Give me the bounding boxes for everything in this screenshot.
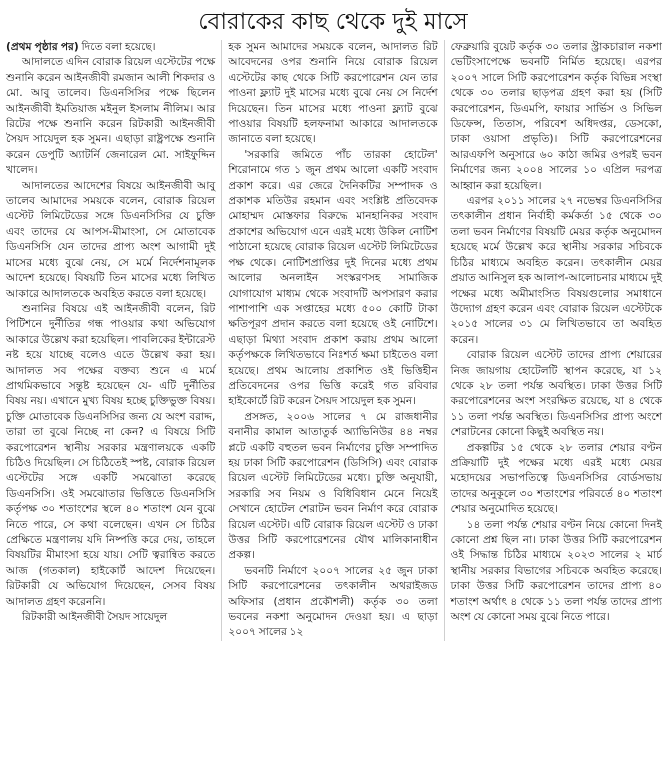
article-column-1: [6, 40, 215, 625]
article-column-3: [451, 40, 662, 625]
paragraph: ভবনটি নির্মাণে ২০০৭ সালের ২৫ জুন ঢাকা সিটি করপোরেশনের তৎকালীন অথরাইজড অফিসার (প্রধান প্রকৌশলী) কর্তৃক ৩০ তলা ভবনের নকশা অনুমোদন দেওয়া হয়। এ ছাড়া ২০০৭ সালের ১২: [228, 564, 438, 639]
paragraph: ফেব্রুয়ারি বুয়েট কর্তৃক ৩০ তলার স্ট্রাকচারাল নকশা ভেটিংসাপেক্ষে ভবনটি নির্মিত হয়েছে। এরপর ২০০৭ সালে সিটি করপোরেশন কর্তৃক বিভিন্ন সংস্থা থেকে ৩০ তলার ছাড়পত্র গ্রহণ করা হয় (সিটি করপোরেশন, ডিএমপি, ফায়ার সার্ভিস ও সিভিল ডিফেন্স, তিতাস, পরিবেশ অধিদপ্তর, ডেসকো, ঢাকা ওয়াসা প্রভৃতি)। সিটি করপোরেশনের আরএফপি অনুসারে ৬০ কাঠা জমির ওপরই ভবন নির্মাণের জন্য ২০০৪ সালের ১০ এপ্রিল দরপত্র আহ্বান করা হয়েছিল।: [450, 41, 662, 192]
article-column-2: [228, 40, 437, 641]
paragraph: 'সরকারি জমিতে পাঁচ তারকা হোটেল' শিরোনামে গত ১ জুন প্রথম আলো একটি সংবাদ প্রকাশ করে। এর জেরে দৈনিকটির সম্পাদক ও প্রকাশক মতিউর রহমান এবং সংশ্লিষ্ট প্রতিবেদক মোহাম্মদ মোস্তফার বিরুদ্ধে মানহানিকর সংবাদ প্রকাশের অভিযোগ এনে এরই মধ্যে উকিল নোটিশ পাঠানো হয়েছে বোরাক রিয়েল এস্টেট লিমিটেডের পক্ষ থেকে। নোটিশপ্রাপ্তির দুই দিনের মধ্যে প্রথম আলোর অনলাইন সংস্করণসহ সামাজিক যোগাযোগ মাধ্যম থেকে সংবাদটি অপসারণ করার পাশাপাশি এক সপ্তাহের মধ্যে ৫০০ কোটি টাকা ক্ষতিপূরণ প্রদান করতে বলা হয়েছে ওই নোটিশে। এছাড়া মিথ্যা সংবাদ প্রকাশ করায় প্রথম আলো কর্তৃপক্ষকে লিখিতভাবে নিঃশর্ত ক্ষমা চাইতেও বলা হয়েছে। প্রথম আলোয় প্রকাশিত ওই ভিত্তিহীন প্রতিবেদনের ওপর ভিত্তি করেই গত রবিবার হাইকোর্টে রিট করেন সৈয়দ সায়েদুল হক সুমন।: [228, 148, 438, 408]
paragraph: এরপর ২০১১ সালের ২৭ নভেম্বর ডিএনসিসির তৎকালীন প্রধান নির্বাহী কর্মকর্তা ১৫ থেকে ৩০ তলা ভবন নির্মাণের বিষয়টি মেয়র কর্তৃক অনুমোদন হয়েছে মর্মে উল্লেখ করে স্থানীয় সরকার সচিবকে চিঠির মাধ্যমে অবহিত করেন। তৎকালীন মেয়র প্রয়াত আনিসুল হক আলাপ-আলোচনার মাধ্যমে দুই পক্ষের মধ্যে অমীমাংসিত বিষয়গুলোর সমাধানে উদ্যোগ গ্রহণ করেন এবং বোরাক রিয়েল এস্টেটকে ২০১৫ সালের ৩১ মে লিখিতভাবে তা অবহিত করেন।: [450, 195, 662, 346]
paragraph: প্রকল্পটির ১৫ থেকে ২৮ তলার শেয়ার বণ্টন প্রক্রিয়াটি দুই পক্ষের মধ্যে এরই মধ্যে মেয়র মহোদয়ের সভাপতিত্বে ডিএনসিসির বোর্ডসভায় তাদের অনুকূলে ৩০ শতাংশের পরিবর্তে ৪০ শতাংশ শেয়ার অনুমোদিত হয়েছে।: [450, 441, 662, 516]
column-divider: [221, 40, 222, 641]
paragraph: [6, 40, 215, 55]
paragraph: আদালতের আদেশের বিষয়ে আইনজীবী আবু তালেব আমাদের সময়কে বলেন, বোরাক রিয়েল এস্টেট লিমিটেডের সঙ্গে ডিএনসিসির যে চুক্তি এবং তাদের যে আপস-মীমাংসা, সে মোতাবেক ডিএনসিসি যেন তাদের প্রাপ্য অংশ আগামী দুই মাসের মধ্যে বুঝে নেয়, সে মর্মে নির্দেশনামূলক আদেশ হয়েছে। বিষয়টি তিন মাসের মধ্যে লিখিত আকারে আদালতকে অবহিত করতে বলা হয়েছে।: [6, 179, 216, 300]
paragraph: বোরাক রিয়েল এস্টেট তাদের প্রাপ্য শেয়ারের নিজ জায়গায় হোটেলটি স্থাপন করেছে, যা ১২ থেকে ২৮ তলা পর্যন্ত অবস্থিত। ঢাকা উত্তর সিটি করপোরেশনের অংশ সংরক্ষিত রয়েছে, যা ৪ থেকে ১১ তলা পর্যন্ত অবস্থিত। ডিএনসিসির প্রাপ্য অংশে শেরাটনের কোনো কিছুই অবস্থিত নয়।: [450, 349, 662, 439]
paragraph: ১৪ তলা পর্যন্ত শেয়ার বণ্টন নিয়ে কোনো দিনই কোনো প্রশ্ন ছিল না। ঢাকা উত্তর সিটি করপোরেশন ওই সিদ্ধান্ত চিঠির মাধ্যমে ২০২৩ সালের ২ মার্চ স্থানীয় সরকার বিভাগের সচিবকে অবহিত করেছে। ঢাকা উত্তর সিটি করপোরেশন তাদের প্রাপ্য ৪০ শতাংশ অর্থাৎ ৪ থেকে ১১ তলা পর্যন্ত তাদের প্রাপ্য অংশ যে কোনো সময় বুঝে নিতে পারে।: [450, 518, 662, 624]
continuation-label: (প্রথম পৃষ্ঠার পর): [6, 41, 79, 53]
paragraph-text: দিতে বলা হয়েছে।: [78, 41, 156, 53]
article-headline: বোরাকের কাছ থেকে দুই মাসে: [198, 9, 468, 35]
paragraph: আদালতে এদিন বোরাক রিয়েল এস্টেটের পক্ষে শুনানি করেন আইনজীবী রমজান আলী শিকদার ও মো. আবু তালেব। ডিএনসিসির পক্ষে ছিলেন আইনজীবী ইমতিয়াজ মইনুল ইসলাম নীলিম। আর রিটের পক্ষে শুনানি করেন রিটকারী আইনজীবী সৈয়দ সায়েদুল হক সুমন। এছাড়া রাষ্ট্রপক্ষে শুনানি করেন ডেপুটি অ্যাটর্নি জেনারেল মো. সাইফুদ্দিন খালেদ।: [6, 56, 216, 177]
article-body: [0, 40, 666, 641]
paragraph: রিটকারী আইনজীবী সৈয়দ সায়েদুল: [22, 611, 168, 624]
column-divider: [444, 40, 445, 641]
paragraph: প্রসঙ্গত, ২০০৬ সালের ৭ মে রাজধানীর বনানীর কামাল আতাতুর্ক অ্যাভিনিউর ৪৪ নম্বর প্লটে একটি বহুতল ভবন নির্মাণের চুক্তি সম্পাদিত হয় ঢাকা সিটি করপোরেশন (ডিসিসি) এবং বোরাক রিয়েল এস্টেট লিমিটেডের মধ্যে। চুক্তি অনুযায়ী, সরকারি সব নিয়ম ও বিধিবিধান মেনে নিয়েই সেখানে হোটেল শেরাটন ভবন নির্মাণ করে বোরাক রিয়েল এস্টেট। এটি বোরাক রিয়েল এস্টেট ও ঢাকা উত্তর সিটি করপোরেশনের যৌথ মালিকানাধীন প্রকল্প।: [228, 410, 438, 562]
paragraph: শুনানির বিষয়ে এই আইনজীবী বলেন, রিট পিটিশনে দুর্নীতির গন্ধ পাওয়ার কথা অভিযোগ আকারে উল্লেখ করা হয়েছিল। পাবলিকের ইন্টারেস্ট নষ্ট হয়ে যাচ্ছে বলেও এতে উল্লেখ করা হয়। আদালত সব পক্ষের বক্তব্য শুনে এ মর্মে প্রাথমিকভাবে সন্তুষ্ট হয়েছেন যে- এটি দুর্নীতির বিষয় নয়। এখানে মুখ্য বিষয় হচ্ছে চুক্তিভুক্ত বিষয়। চুক্তি মোতাবেক ডিএনসিসির জন্য যে অংশ বরাদ্দ, তারা তা বুঝে নিচ্ছে না কেন? এ বিষয়ে সিটি করপোরেশন স্থানীয় সরকার মন্ত্রণালয়কে একটি চিঠিও দিয়েছিল। সে চিঠিতেই স্পষ্ট, বোরাক রিয়েল এস্টেটের সঙ্গে একটি সমঝোতা করেছে ডিএনসিসি। ওই সমঝোতার ভিত্তিতে ডিএনসিসি কর্তৃপক্ষ ৩০ শতাংশের স্থলে ৪০ শতাংশ যেন বুঝে নিতে পারে, সে কথা বলেছেন। এখন সে চিঠির প্রেক্ষিতে মন্ত্রণালয় যদি নিষ্পত্তি করে দেয়, তাহলে বিষয়টির মীমাংসা হয়ে যায়। সেটি ত্বরান্বিত করতে আজ (গতকাল) হাইকোর্ট আদেশ দিয়েছেন। রিটকারী যে অভিযোগ দিয়েছেন, সেসব বিষয় আদালত গ্রহণ করেননি।: [6, 302, 216, 608]
paragraph: হক সুমন আমাদের সময়কে বলেন, আদালত রিট আবেদনের ওপর শুনানি নিয়ে বোরাক রিয়েল এস্টেটের কাছ থেকে সিটি করপোরেশন যেন তার পাওনা ফ্ল্যাট দুই মাসের মধ্যে বুঝে নেয় সে নির্দেশ দিয়েছেন। তিন মাসের মধ্যে পাওনা ফ্ল্যাট বুঝে পাওয়ার বিষয়টি হলফনামা আকারে আদালতকে জানাতে বলা হয়েছে।: [228, 41, 438, 146]
